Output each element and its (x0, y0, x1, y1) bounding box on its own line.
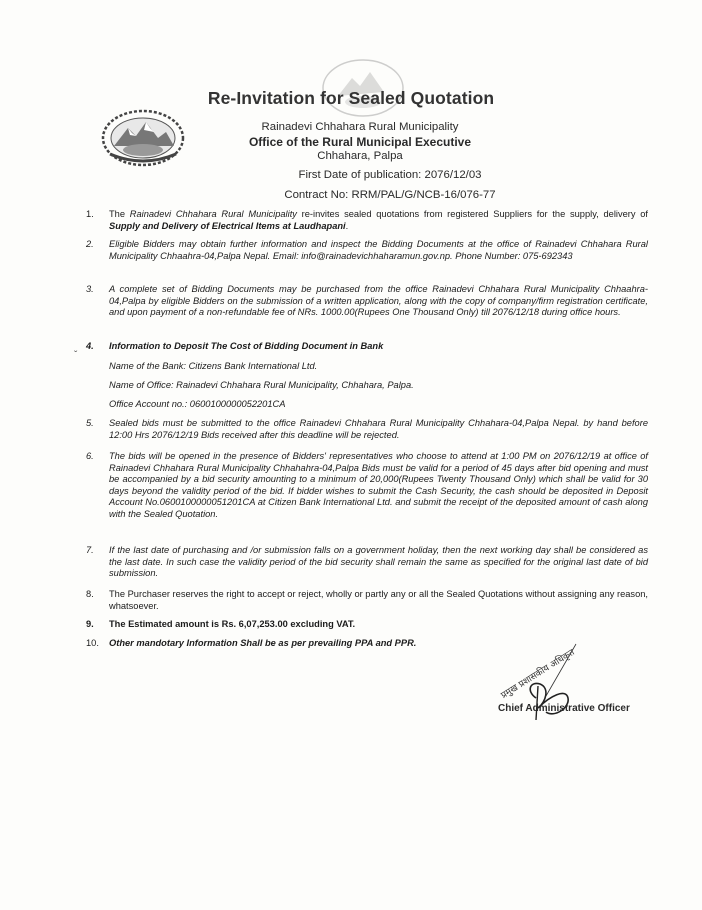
office-name: Office of the Rural Municipal Executive (248, 135, 472, 149)
list-item (86, 209, 648, 235)
account-number: Office Account no.: 0600100000052201CA (109, 399, 286, 409)
item-number: 3. (86, 284, 94, 294)
official-stamp: प्रमुख प्रशासकीय अधिकृत (499, 647, 577, 702)
signoff-title: Chief Administrative Officer (498, 703, 630, 714)
item-text: The Purchaser reserves the right to accept or reject, wholly or partly any or all the Sealed Quotations without assigning any reason, whatsoever. (109, 589, 648, 611)
item-number: 4. (86, 341, 94, 351)
item-number: 5. (86, 418, 94, 428)
list-item (86, 284, 648, 334)
item-text: The Estimated amount is Rs. 6,07,253.00 excluding VAT. (109, 619, 356, 629)
government-emblem-logo (100, 108, 186, 168)
item-text: If the last date of purchasing and /or submission falls on a government holiday, then the next working day shall be considered as the last date. In such case the validity period of the bid security shall remain the same as specified for the original last date of bid submission. (109, 545, 648, 579)
item-text: A complete set of Bidding Documents may be purchased from the office Rainadevi Chhahara Rural Municipality Chhaahra-04,Palpa by eligible Bidders on the submission of a written application, along with the copy of company/firm registration certificate, and upon payment of a non-refundable fee of NRs. 1000.00(Rupees One Thousand Only) till 2076/12/18 during office hours. (109, 284, 648, 318)
item-text: The Rainadevi Chhahara Rural Municipality re-invites sealed quotations from registered Suppliers for the supply, delivery of Supply and Delivery of Electrical Items at Laudhapani. (109, 209, 648, 231)
item-number: 10. (86, 638, 99, 648)
list-item (86, 341, 648, 355)
item-number: 6. (86, 451, 94, 461)
item-text: Sealed bids must be submitted to the office Rainadevi Chhahara Rural Municipality Chhahara-04,Palpa Nepal. by hand before 12:00 Hrs 2076/12/19 Bids received after this deadline will be rejected. (109, 418, 648, 440)
list-item (86, 619, 648, 633)
contract-number: Contract No: RRM/PAL/G/NCB-16/076-77 (284, 189, 496, 201)
item-text: The bids will be opened in the presence of Bidders' representatives who choose to attend at 1:00 PM on 2076/12/19 at office of Rainadevi Chhahara Rural Municipality Chhahahra-04,Palpa Bids must be valid for a period of 45 days after bid opening and must be accompanied by a bid security amounting to a minimum of 20,000(Rupees Twenty Thousand Only) which shall be valid for 30 days beyond the validity period of the bid. If bidder wishes to submit the Cash Security, the cash should be deposited in Deposit Account No.0600100000051201CA at Citizen Bank International Ltd. and submit the receipt of the deposited amount of cash along with the Sealed Quotation. (109, 451, 648, 519)
item-number: 8. (86, 589, 94, 599)
item-text: Eligible Bidders may obtain further information and inspect the Bidding Documents at the office of Rainadevi Chhahara Rural Municipality Chhaahra-04,Palpa Nepal. Email: info@rainadevichhaharamun.gov.np. Phone Number: 075-692343 (109, 239, 648, 261)
office-name-bank: Name of Office: Rainadevi Chhahara Rural Municipality, Chhahara, Palpa. (109, 380, 414, 390)
bank-name: Name of the Bank: Citizens Bank International Ltd. (109, 361, 318, 371)
list-item (86, 451, 648, 537)
item-number: 1. (86, 209, 94, 219)
item-text: Other mandotary Information Shall be as per prevailing PPA and PPR. (109, 638, 417, 648)
item-number: 7. (86, 545, 94, 555)
list-item (86, 545, 648, 583)
list-item (86, 418, 648, 444)
item-number: 9. (86, 619, 94, 629)
document-title: Re-Invitation for Sealed Quotation (207, 88, 495, 108)
municipality-name: Rainadevi Chhahara Rural Municipality (261, 121, 459, 133)
list-item (86, 589, 648, 615)
margin-mark: ˇ (74, 350, 78, 361)
place-name: Chhahara, Palpa (317, 150, 403, 162)
publication-date: First Date of publication: 2076/12/03 (298, 169, 482, 181)
item-number: 2. (86, 239, 94, 249)
list-item (86, 239, 648, 277)
item-text: Information to Deposit The Cost of Bidding Document in Bank (109, 341, 384, 351)
